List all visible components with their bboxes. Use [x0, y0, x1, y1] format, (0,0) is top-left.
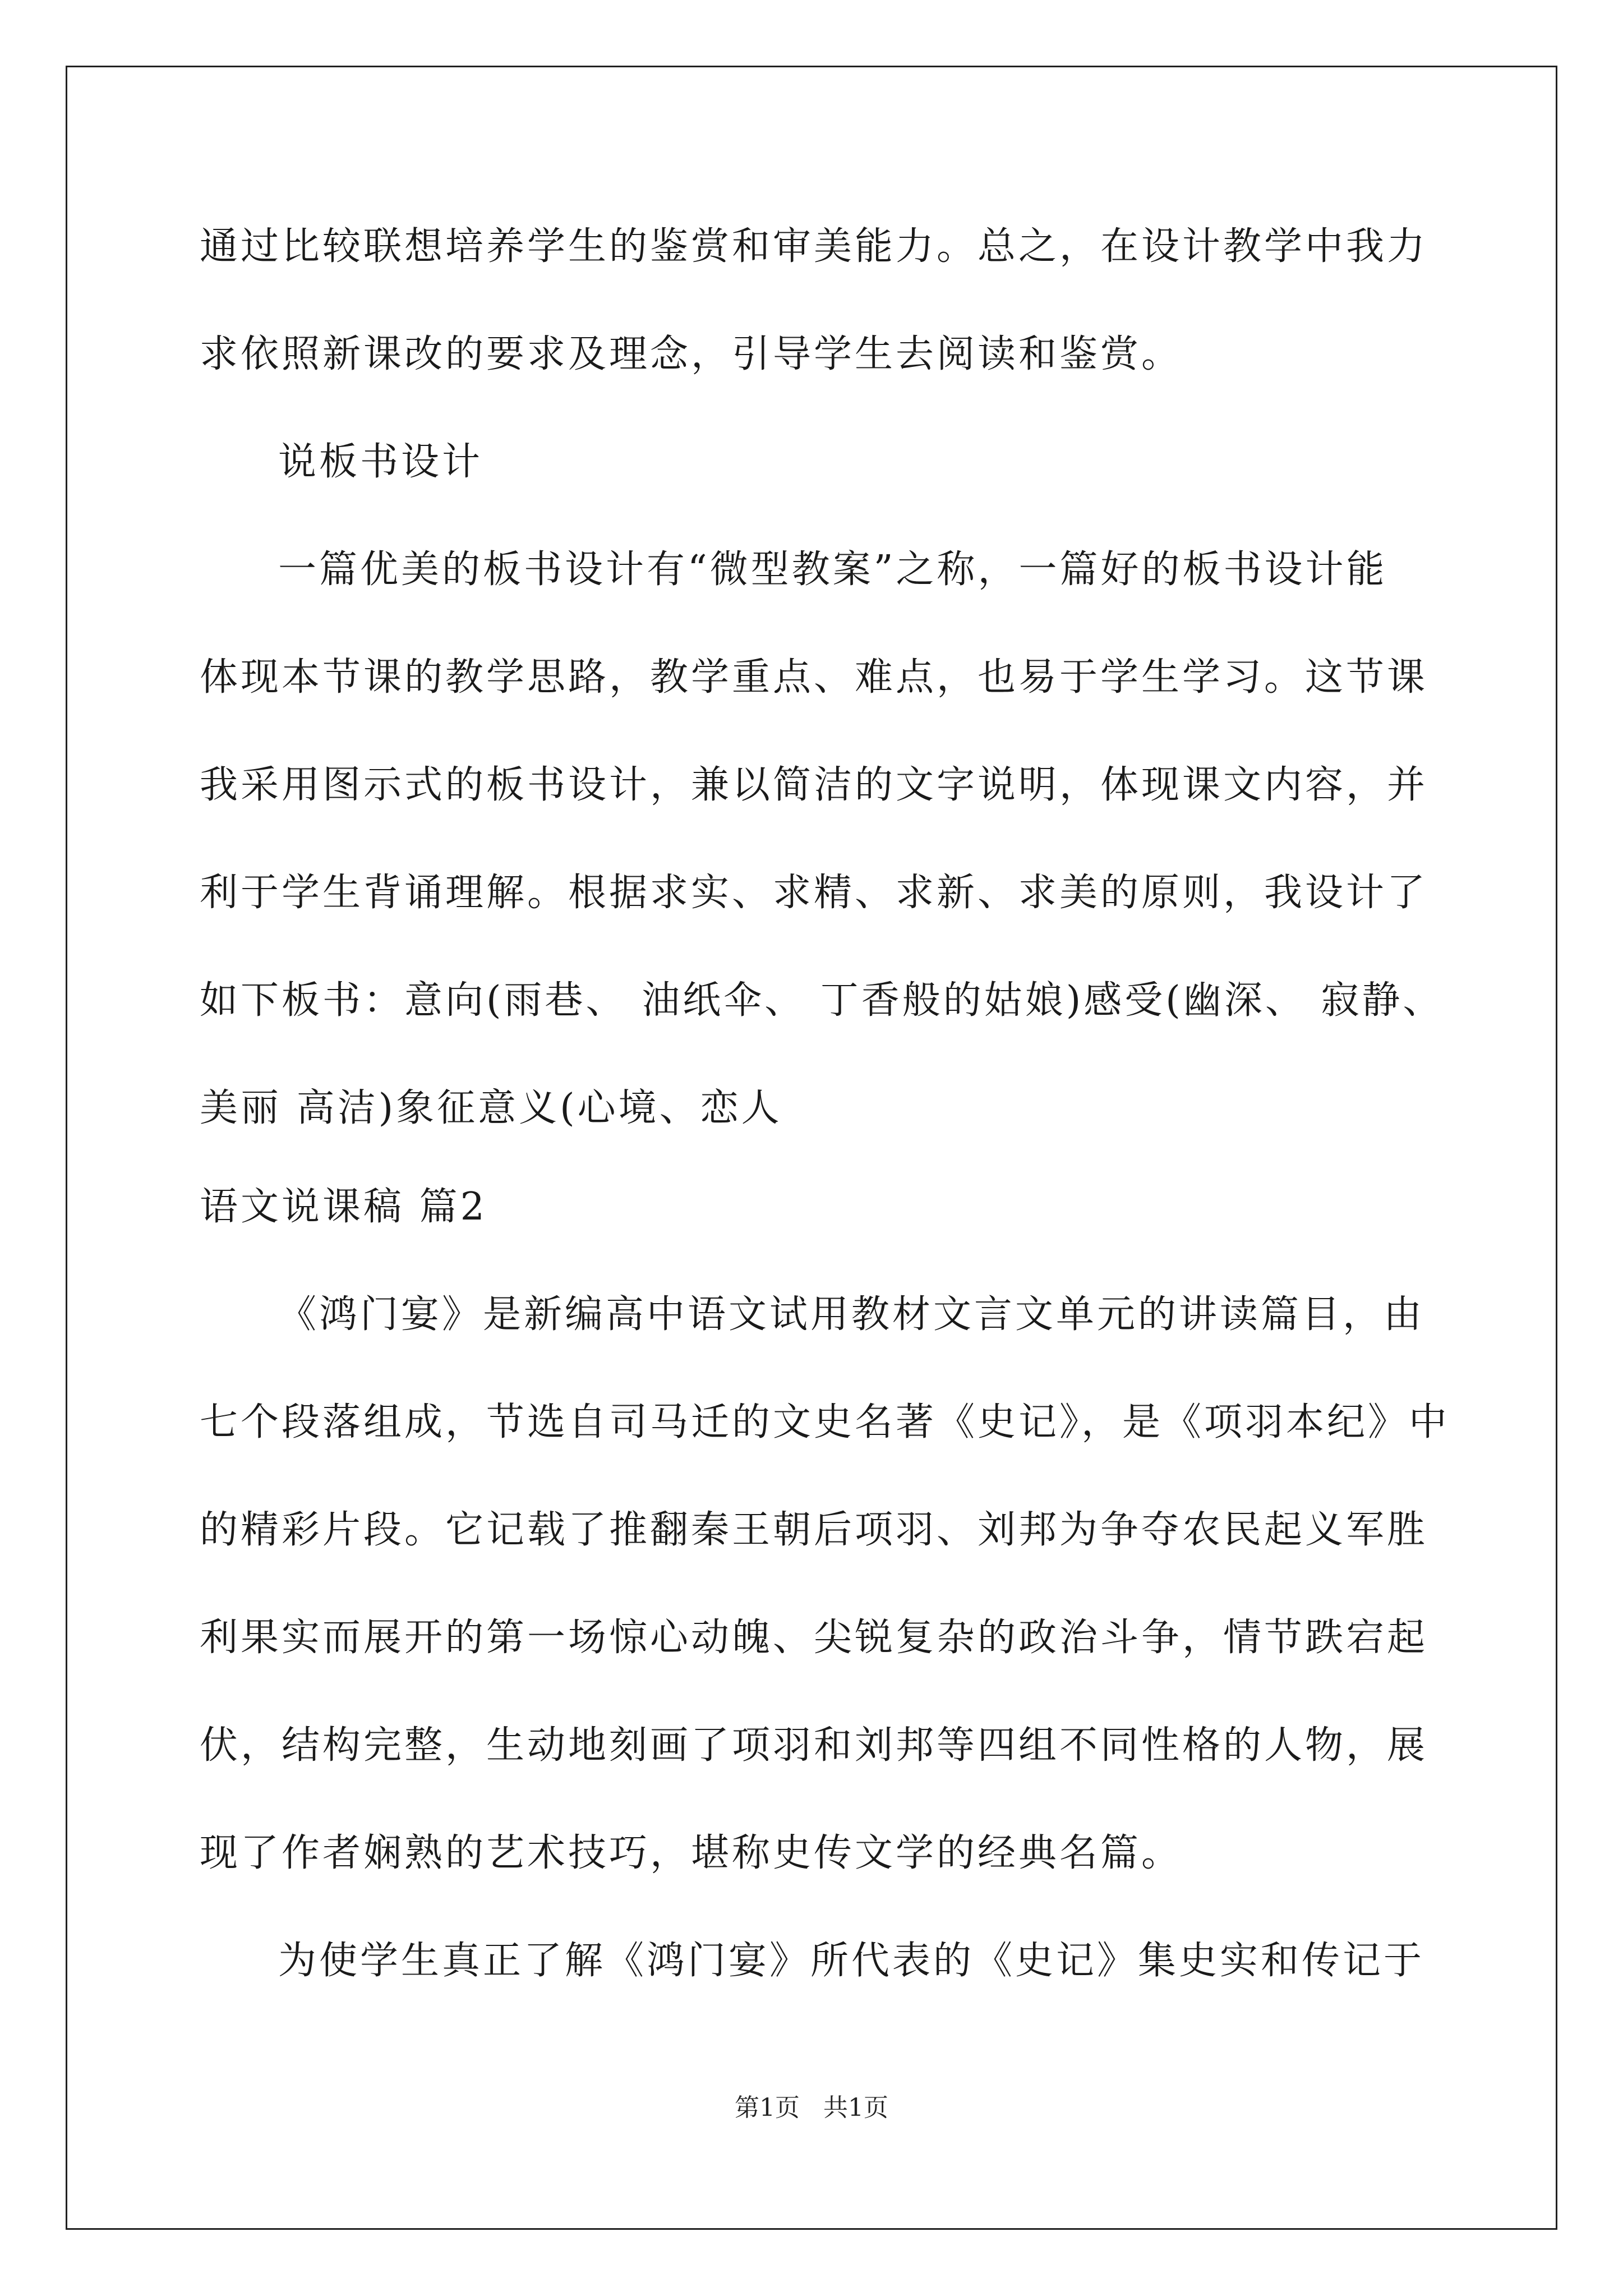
section-title: 语文说课稿 篇2 [200, 1185, 487, 1229]
body-text-line: 通过比较联想培养学生的鉴赏和审美能力。总之，在设计教学中我力 [200, 224, 1428, 269]
body-text-line: 现了作者娴熟的艺术技巧，堪称史传文学的经典名篇。 [200, 1831, 1183, 1875]
body-text-line: 美丽 高洁)象征意义(心境、恋人 [200, 1086, 782, 1130]
body-text-line: 伏，结构完整，生动地刻画了项羽和刘邦等四组不同性格的人物，展 [200, 1723, 1428, 1768]
body-text-line: 《鸿门宴》是新编高中语文试用教材文言文单元的讲读篇目，由 [278, 1292, 1425, 1337]
body-text-line: 我采用图示式的板书设计，兼以简洁的文字说明，体现课文内容，并 [200, 763, 1428, 807]
body-text-line: 利于学生背诵理解。根据求实、求精、求新、求美的原则，我设计了 [200, 871, 1428, 915]
body-text-line: 体现本节课的教学思路，教学重点、难点，也易于学生学习。这节课 [200, 655, 1428, 700]
body-text-line: 求依照新课改的要求及理念，引导学生去阅读和鉴赏。 [200, 332, 1183, 376]
body-text-line: 一篇优美的板书设计有“微型教案”之称，一篇好的板书设计能 [278, 547, 1387, 592]
body-text-line: 利果实而展开的第一场惊心动魄、尖锐复杂的政治斗争，情节跌宕起 [200, 1616, 1428, 1660]
body-text-line: 七个段落组成，节选自司马迁的文史名著《史记》，是《项羽本纪》中 [200, 1400, 1450, 1444]
section-heading: 说板书设计 [278, 440, 483, 484]
page-border [66, 66, 1557, 2230]
page-footer: 第1页 共1页 [735, 2093, 888, 2122]
body-text-line: 如下板书：意向(雨巷、 油纸伞、 丁香般的姑娘)感受(幽深、 寂静、 [200, 978, 1444, 1023]
body-text-line: 的精彩片段。它记载了推翻秦王朝后项羽、刘邦为争夺农民起义军胜 [200, 1508, 1428, 1552]
body-text-line: 为使学生真正了解《鸿门宴》所代表的《史记》集史实和传记于 [278, 1939, 1425, 1983]
